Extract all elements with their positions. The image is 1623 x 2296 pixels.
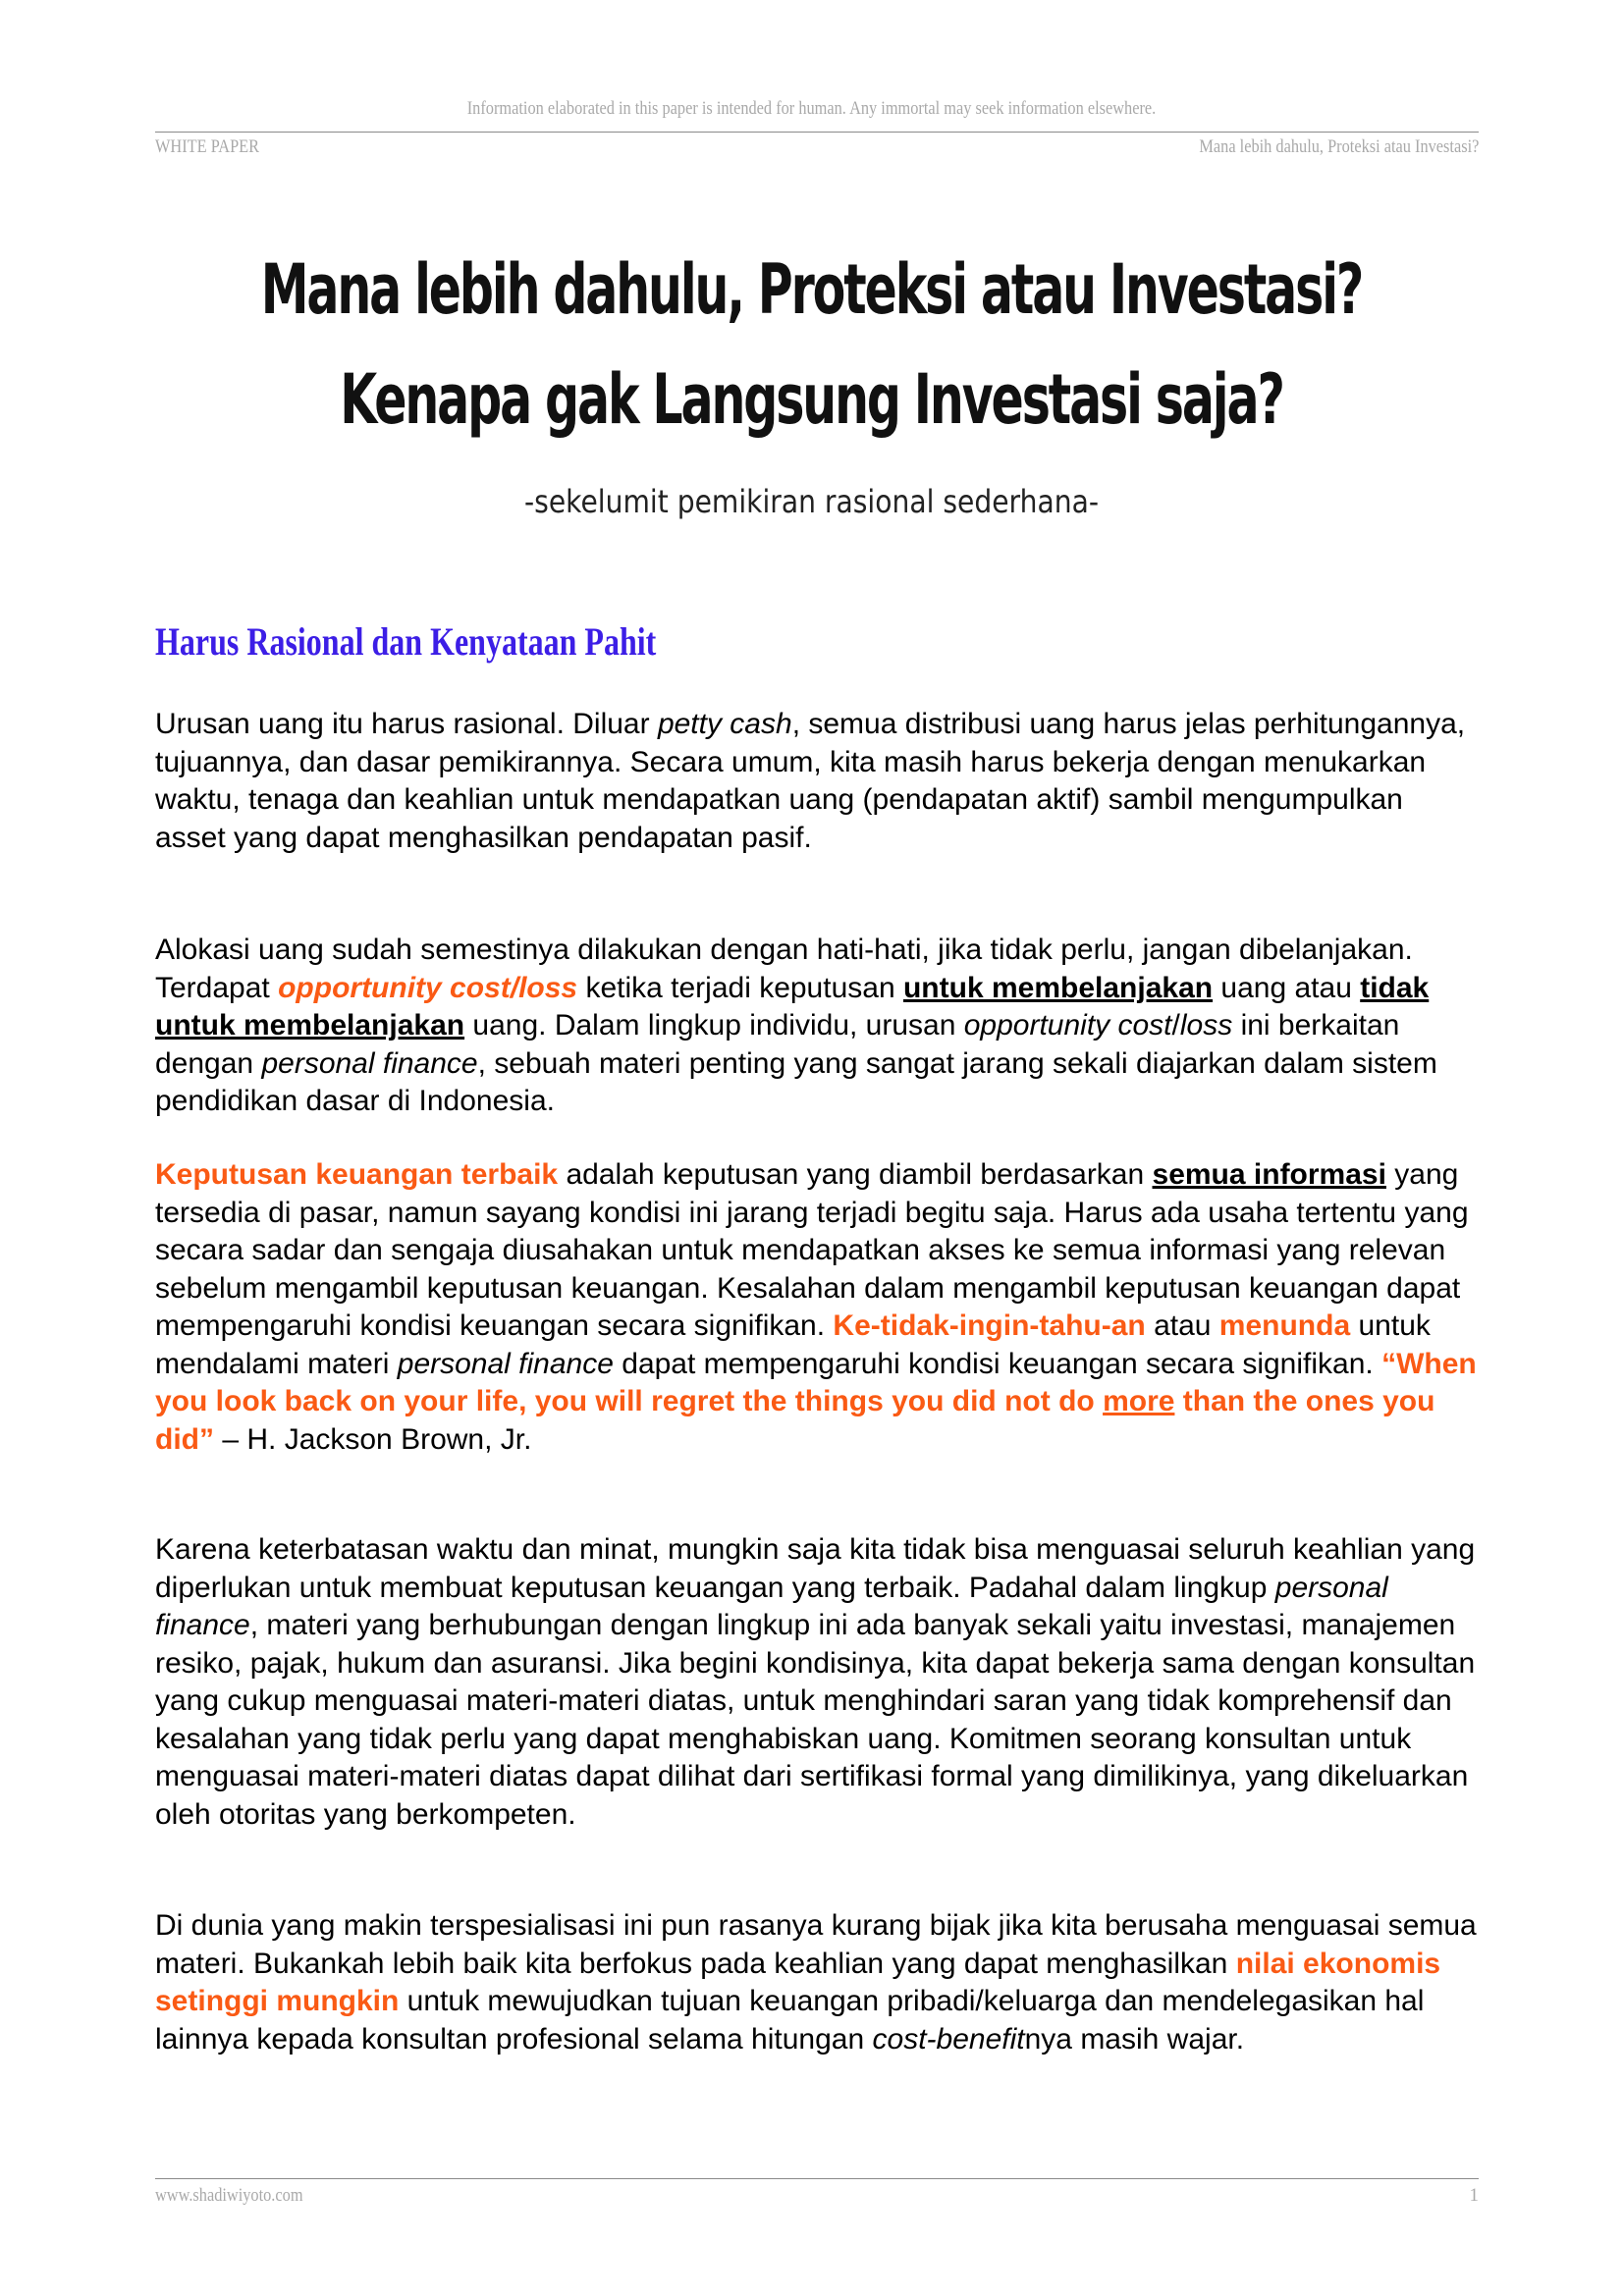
- header-divider: [155, 132, 1479, 133]
- paragraph-2: Alokasi uang sudah semestinya dilakukan dengan hati-hati, jika tidak perlu, jangan dibelanjakan. Terdapat opportunity cost/loss ketika terjadi keputusan untuk membelanjakan uang atau tidak untuk membelanjakan uang. Dalam lingkup individu, urusan opportunity cost/loss ini berkaitan dengan personal finance, sebuah materi penting yang sangat jarang sekali diajarkan dalam sistem pendidikan dasar di Indonesia.: [155, 934, 1437, 1117]
- header-doc-title: Mana lebih dahulu, Proteksi atau Investasi?: [1199, 136, 1479, 157]
- emphasis-tidak-untuk-membelanjakan: tidak untuk membelanjakan: [155, 971, 1430, 1041]
- footer-page-number: 1: [1469, 2185, 1479, 2206]
- quote-attribution: – H. Jackson Brown, Jr.: [214, 1422, 532, 1456]
- paragraph-1: Urusan uang itu harus rasional. Diluar petty cash, semua distribusi uang harus jelas perhitungannya, tujuannya, dan dasar pemikirannya. Secara umum, kita masih harus bekerja dengan menukarkan waktu, tenaga dan keahlian untuk mendapatkan uang (pendapatan aktif) sambil mengumpulkan asset yang dapat menghasilkan pendapatan pasif.: [155, 708, 1466, 854]
- paragraph-5: Di dunia yang makin terspesialisasi ini pun rasanya kurang bijak jika kita berusaha menguasai semua materi. Bukankah lebih baik kita berfokus pada keahlian yang dapat menghasilkan nilai ekonomis setinggi mungkin untuk mewujudkan tujuan keuangan pribadi/keluarga dan mendelegasikan hal lainnya kepada konsultan profesional selama hitungan cost-benefitnya masih wajar.: [155, 1909, 1477, 2056]
- quote: “When you look back on your life, you will regret the things you did not do more than the ones you did”: [155, 1347, 1477, 1456]
- header-disclaimer: Information elaborated in this paper is intended for human. Any immortal may seek information elsewhere.: [466, 98, 1157, 119]
- highlight-keputusan-terbaik: Keputusan keuangan terbaik: [155, 1158, 559, 1191]
- footer-divider: [155, 2178, 1479, 2179]
- title-line-1: Mana lebih dahulu, Proteksi atau Investasi?: [260, 249, 1363, 330]
- highlight-nilai-ekonomis: nilai ekonomis setinggi mungkin: [155, 1947, 1441, 2017]
- title-line-2: Kenapa gak Langsung Investasi saja?: [340, 359, 1283, 440]
- emphasis-untuk-membelanjakan: untuk membelanjakan: [902, 971, 1214, 1004]
- section-heading: Harus Rasional dan Kenyataan Pahit: [155, 619, 657, 664]
- emphasis-semua-informasi: semua informasi: [1152, 1158, 1386, 1191]
- subtitle: -sekelumit pemikiran rasional sederhana-: [523, 483, 1100, 520]
- paragraph-4: Karena keterbatasan waktu dan minat, mungkin saja kita tidak bisa menguasai seluruh keahlian yang diperlukan untuk membuat keputusan keuangan yang terbaik. Padahal dalam lingkup personal finance, materi yang berhubungan dengan lingkup ini ada banyak sekali yaitu investasi, manajemen resiko, pajak, hukum dan asuransi. Jika begini kondisinya, kita dapat bekerja sama dengan konsultan yang cukup menguasai materi-materi diatas, untuk menghindari saran yang tidak komprehensif dan kesalahan yang tidak perlu yang dapat menghabiskan uang. Komitmen seorang konsultan untuk menguasai materi-materi diatas dapat dilihat dari sertifikasi formal yang dimilikinya, yang dikeluarkan oleh otoritas yang berkompeten.: [155, 1533, 1476, 1831]
- highlight-ke-tidak-ingin-tahu-an: Ke-tidak-ingin-tahu-an: [833, 1309, 1146, 1342]
- paragraph-3: Keputusan keuangan terbaik adalah keputusan yang diambil berdasarkan semua informasi yang tersedia di pasar, namun sayang kondisi ini jarang terjadi begitu saja. Harus ada usaha tertentu yang secara sadar dan sengaja diusahakan untuk mendapatkan akses ke semua informasi yang relevan sebelum mengambil keputusan keuangan. Kesalahan dalam mengambil keputusan keuangan dapat mempengaruhi kondisi keuangan secara signifikan. Ke-tidak-ingin-tahu-an atau menunda untuk mendalami materi personal finance dapat mempengaruhi kondisi keuangan secara signifikan. “When you look back on your life, you will regret the things you did not do more than the ones you did” – H. Jackson Brown, Jr.: [155, 1158, 1477, 1456]
- header-doc-type: WHITE PAPER: [155, 136, 260, 157]
- highlight-menunda: menunda: [1218, 1309, 1351, 1342]
- highlight-opportunity-cost: opportunity cost/loss: [278, 971, 578, 1004]
- footer-website: www.shadiwiyoto.com: [155, 2185, 303, 2206]
